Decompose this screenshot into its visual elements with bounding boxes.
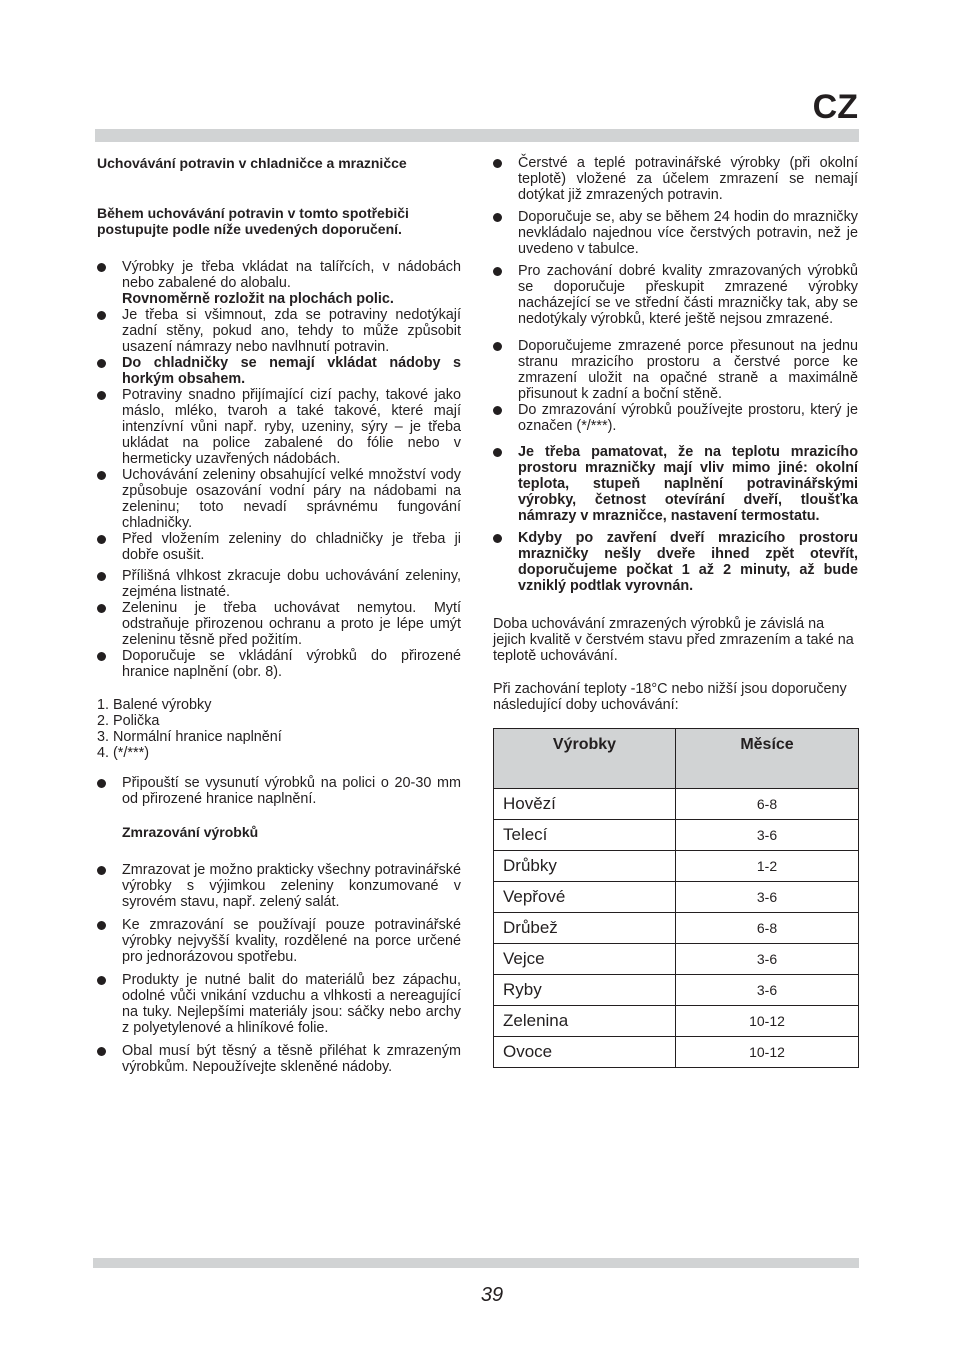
list-item: Přílišná vlhkost zkracuje dobu uchovávání zeleniny, zejména listnaté. — [97, 568, 461, 600]
table-header-row — [494, 729, 859, 789]
months-value: 10-12 — [676, 1006, 859, 1037]
right-column — [493, 155, 858, 713]
product-name: Ovoce — [494, 1037, 676, 1068]
list-item: Před vložením zeleniny do chladničky je třeba ji dobře osušit. — [97, 531, 461, 563]
months-value: 6-8 — [676, 789, 859, 820]
bottom-divider-bar — [93, 1258, 859, 1268]
intro-text: Během uchovávání potravin v tomto spotřebiči postupujte podle níže uvedených doporučení. — [97, 205, 409, 237]
section-title-storage: Uchovávání potravin v chladničce a mrazničce — [97, 155, 407, 171]
list-item: Zmrazovat je možno prakticky všechny potravinářské výrobky s výjimkou zeleniny konzumované v syrovém stavu, např. zelený salát. — [97, 862, 461, 910]
list-item: Čerstvé a teplé potravinářské výrobky (při okolní teplotě) vložené za účelem zmrazení se nemají dotýkat již zmrazených potravin. — [493, 155, 858, 203]
list-item: Ke zmrazování se používají pouze potravinářské výrobky nejvyšší kvality, rozdělené na porce určené pro jednorázovou spotřebu. — [97, 917, 461, 965]
list-item: Připouští se vysunutí výrobků na polici o 20-30 mm od přirozené hranice naplnění. — [97, 775, 461, 807]
months-value: 3-6 — [676, 882, 859, 913]
table-row — [494, 913, 859, 944]
list-item: Je třeba si všimnout, zda se potraviny nedotýkají zadní stěny, pokud ano, tehdy to může způsobit usazení námrazy nebo navlhnutí potravin. — [97, 307, 461, 355]
product-name: Ryby — [494, 975, 676, 1006]
column-header-months: Měsíce — [676, 729, 859, 789]
legend-item: 2. Polička — [97, 713, 160, 729]
months-value: 3-6 — [676, 820, 859, 851]
list-item: Pro zachování dobré kvality zmrazovaných výrobků se doporučuje přeskupit zmrazené výrobky nacházející se ve střední části mrazničky tak, aby se nedotýkaly výrobků, které ještě nejsou zmrazené. — [493, 263, 858, 327]
product-name: Zelenina — [494, 1006, 676, 1037]
list-item: Doporučujeme zmrazené porce přesunout na jednu stranu mrazicího prostoru a čerstvé porce ke zmrazení uložit na opačné straně a maximálně přisunout k zadní a boční stěně. — [493, 338, 858, 402]
list-item: Do zmrazování výrobků používejte prostoru, který je označen (*/***). — [493, 402, 858, 434]
table-row — [494, 1037, 859, 1068]
figure-legend — [97, 697, 461, 761]
storage-duration-text: Doba uchovávání zmrazených výrobků je závislá na jejich kvalitě v čerstvém stavu před zmrazením a také na teplotě uchovávání. — [493, 616, 854, 664]
left-column — [97, 155, 461, 1075]
temperature-text: Při zachování teploty -18°C nebo nižší jsou doporučeny následující doby uchovávání: — [493, 681, 847, 713]
top-divider-bar — [95, 129, 859, 142]
list-item: Zeleninu je třeba uchovávat nemytou. Mytí odstraňuje přirozenou ochranu a proto je lépe umýt zeleninu těsně před požitím. — [97, 600, 461, 648]
freezing-advice-list — [493, 155, 858, 594]
list-item: Produkty je nutné balit do materiálů bez zápachu, odolné vůči vnikání vzduchu a vlhkosti a nereagující na tuky. Nejlepšími materiály jsou: sáčky nebo archy z polyetylenové a hliníkové folie. — [97, 972, 461, 1036]
table-row — [494, 851, 859, 882]
list-item: Obal musí být těsný a těsně přiléhat k zmrazeným výrobkům. Nepoužívejte skleněné nádoby. — [97, 1043, 461, 1075]
list-item: Do chladničky se nemají vkládat nádoby s horkým obsahem. — [97, 355, 461, 387]
allow-list — [97, 775, 461, 807]
months-value: 1-2 — [676, 851, 859, 882]
list-item: Výrobky je třeba vkládat na talířcích, v nádobách nebo zabalené do alobalu. Rovnoměrně rozložit na plochách polic. — [97, 259, 461, 307]
months-value: 3-6 — [676, 975, 859, 1006]
table-row — [494, 882, 859, 913]
page-number: 39 — [480, 1284, 504, 1306]
product-name: Vejce — [494, 944, 676, 975]
product-name: Telecí — [494, 820, 676, 851]
list-item: Je třeba pamatovat, že na teplotu mrazicího prostoru mrazničky mají vliv mimo jiné: okolní teplota, stupeň naplnění potravinářskými výrobky, četnost otevírání dveří, tloušťka námrazy v mrazničce, nastavení termostatu. — [493, 444, 858, 524]
product-name: Drůbky — [494, 851, 676, 882]
section-title-freezing: Zmrazování výrobků — [122, 824, 259, 840]
list-item: Uchovávání zeleniny obsahující velké množství vody způsobuje osazování vodní páry na nádobami na zeleninu; toto nevadí správnému fungování chladničky. — [97, 467, 461, 531]
table-row — [494, 789, 859, 820]
months-value: 10-12 — [676, 1037, 859, 1068]
months-value: 3-6 — [676, 944, 859, 975]
product-name: Drůbež — [494, 913, 676, 944]
months-value: 6-8 — [676, 913, 859, 944]
legend-item: 3. Normální hranice naplnění — [97, 729, 282, 745]
list-item: Doporučuje se, aby se během 24 hodin do mrazničky nevkládalo najednou více čerstvých potravin, než je uvedeno v tabulce. — [493, 209, 858, 257]
storage-times-table — [493, 728, 859, 1068]
freezing-tips-list — [97, 862, 461, 1075]
column-header-products: Výrobky — [494, 729, 676, 789]
list-item: Potraviny snadno přijímající cizí pachy, takové jako máslo, mléko, tvaroh a také takové, které mají intenzívní vůni např. ryby, uzeniny, sýry – je třeba ukládat na police zabalené do fólie nebo v hermeticky uzavřených nádobách. — [97, 387, 461, 467]
table-row — [494, 820, 859, 851]
table-row — [494, 1006, 859, 1037]
product-name: Hovězí — [494, 789, 676, 820]
language-code: CZ — [812, 88, 858, 126]
product-name: Vepřové — [494, 882, 676, 913]
table-row — [494, 944, 859, 975]
legend-item: 1. Balené výrobky — [97, 697, 212, 713]
legend-item: 4. (*/***) — [97, 745, 149, 761]
storage-tips-list — [97, 259, 461, 680]
list-item: Doporučuje se vkládání výrobků do přirozené hranice naplnění (obr. 8). — [97, 648, 461, 680]
table-row — [494, 975, 859, 1006]
list-item: Kdyby po zavření dveří mrazicího prostoru mrazničky nešly dveře ihned zpět otevřít, doporučujeme počkat 1 až 2 minuty, až bude vzniklý podtlak vyrovnán. — [493, 530, 858, 594]
